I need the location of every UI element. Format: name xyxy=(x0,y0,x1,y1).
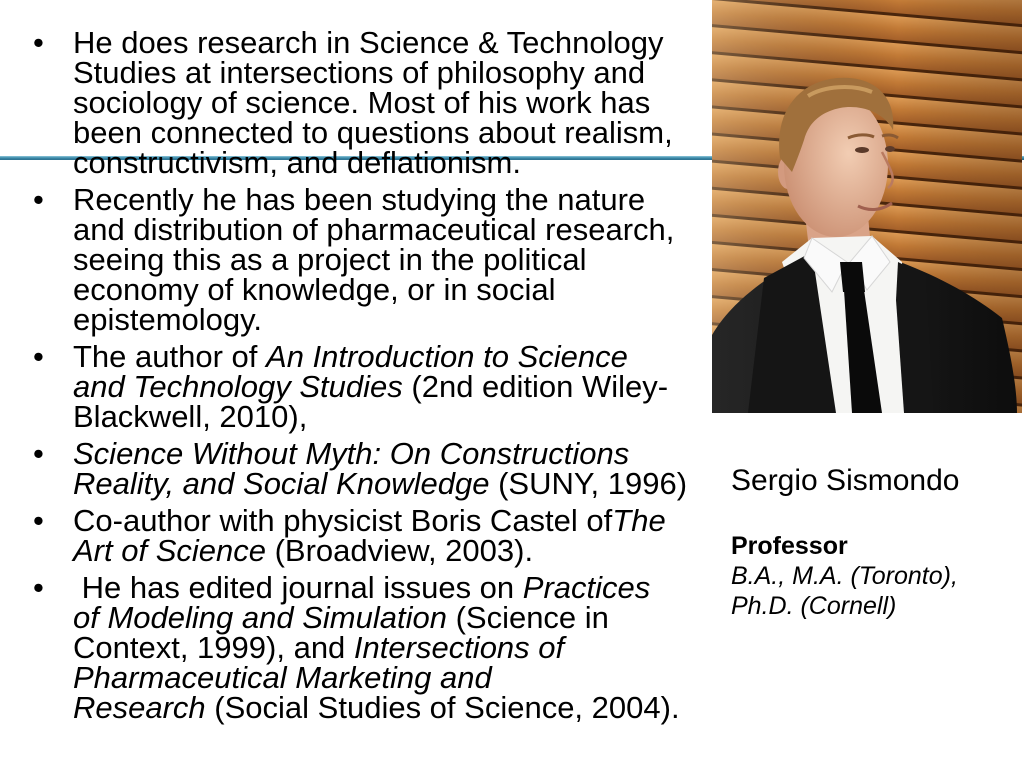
text-run: (Broadview, 2003). xyxy=(265,533,534,568)
italic-title-run: Reality, and Social Knowledge xyxy=(73,466,490,501)
text-run: (Science in xyxy=(446,600,609,635)
text-run: constructivism, and deflationism. xyxy=(73,145,521,180)
text-run: Recently he has been studying the nature xyxy=(73,182,646,217)
text-run: Studies at intersections of philosophy and xyxy=(73,55,646,90)
italic-title-run: Science Without Myth: On Constructions xyxy=(73,436,630,471)
profile-name: Sergio Sismondo xyxy=(731,464,960,497)
text-run: seeing this as a project in the political xyxy=(73,242,587,277)
text-line xyxy=(73,242,712,277)
bullet-item xyxy=(0,182,712,337)
profile-details xyxy=(731,531,958,621)
text-line xyxy=(73,436,712,471)
profile-degree: B.A., M.A. (Toronto), xyxy=(731,562,958,590)
bullet-item xyxy=(0,503,712,568)
text-run: Context, 1999), and xyxy=(73,630,354,665)
text-line xyxy=(73,630,712,665)
text-line xyxy=(73,600,712,635)
profile-title: Professor xyxy=(731,532,848,560)
bullet-marker: • xyxy=(33,339,44,374)
bullet-marker: • xyxy=(33,436,44,471)
text-line xyxy=(73,339,712,374)
text-line xyxy=(73,182,712,217)
italic-title-run: Art of Science xyxy=(73,533,266,568)
text-run: sociology of science. Most of his work has xyxy=(73,85,651,120)
text-line xyxy=(73,399,712,434)
bullet-list xyxy=(0,25,712,730)
text-run: Co-author with physicist Boris Castel of xyxy=(73,503,613,538)
italic-title-run: The xyxy=(612,503,666,538)
text-run: epistemology. xyxy=(73,302,262,337)
text-line xyxy=(73,503,712,538)
text-line xyxy=(73,690,712,725)
bullet-text xyxy=(73,182,712,337)
text-line xyxy=(73,25,712,60)
text-run: been connected to questions about realism, xyxy=(73,115,673,150)
bullet-item xyxy=(0,25,712,180)
portrait-photo xyxy=(712,0,1022,413)
bullet-text xyxy=(73,570,712,725)
bullet-marker: • xyxy=(33,182,44,217)
bullet-marker: • xyxy=(33,570,44,605)
bullet-marker: • xyxy=(33,25,44,60)
italic-title-run: Research xyxy=(73,690,206,725)
profile-degree: Ph.D. (Cornell) xyxy=(731,592,897,620)
bullet-item xyxy=(0,570,712,725)
text-run: Blackwell, 2010), xyxy=(73,399,308,434)
italic-title-run: Pharmaceutical Marketing and xyxy=(73,660,492,695)
text-line xyxy=(73,533,712,568)
text-run: economy of knowledge, or in social xyxy=(73,272,556,307)
text-line xyxy=(73,115,712,150)
text-line xyxy=(73,570,712,605)
italic-title-run: of Modeling and Simulation xyxy=(73,600,447,635)
text-run: He does research in Science & Technology xyxy=(73,25,664,60)
bullet-item xyxy=(0,339,712,434)
italic-title-run: An Introduction to Science xyxy=(266,339,628,374)
text-line xyxy=(73,272,712,307)
text-line xyxy=(73,302,712,337)
text-run: (SUNY, 1996) xyxy=(489,466,688,501)
text-line xyxy=(73,55,712,90)
text-run: (Social Studies of Science, 2004). xyxy=(205,690,680,725)
text-line xyxy=(73,212,712,247)
text-run: and distribution of pharmaceutical research, xyxy=(73,212,675,247)
bullet-text xyxy=(73,339,712,434)
text-line xyxy=(73,466,712,501)
bullet-marker: • xyxy=(33,503,44,538)
text-run: The author of xyxy=(73,339,267,374)
text-line xyxy=(73,145,712,180)
bullet-text xyxy=(73,436,712,501)
bullet-text xyxy=(73,25,712,180)
text-run: He has edited journal issues on xyxy=(73,570,523,605)
italic-title-run: and Technology Studies xyxy=(73,369,403,404)
text-line xyxy=(73,369,712,404)
text-run: (2nd edition Wiley- xyxy=(402,369,669,404)
bullet-item xyxy=(0,436,712,501)
italic-title-run: Practices xyxy=(522,570,651,605)
italic-title-run: Intersections of xyxy=(353,630,565,665)
bullet-text xyxy=(73,503,712,568)
text-line xyxy=(73,660,712,695)
text-line xyxy=(73,85,712,120)
